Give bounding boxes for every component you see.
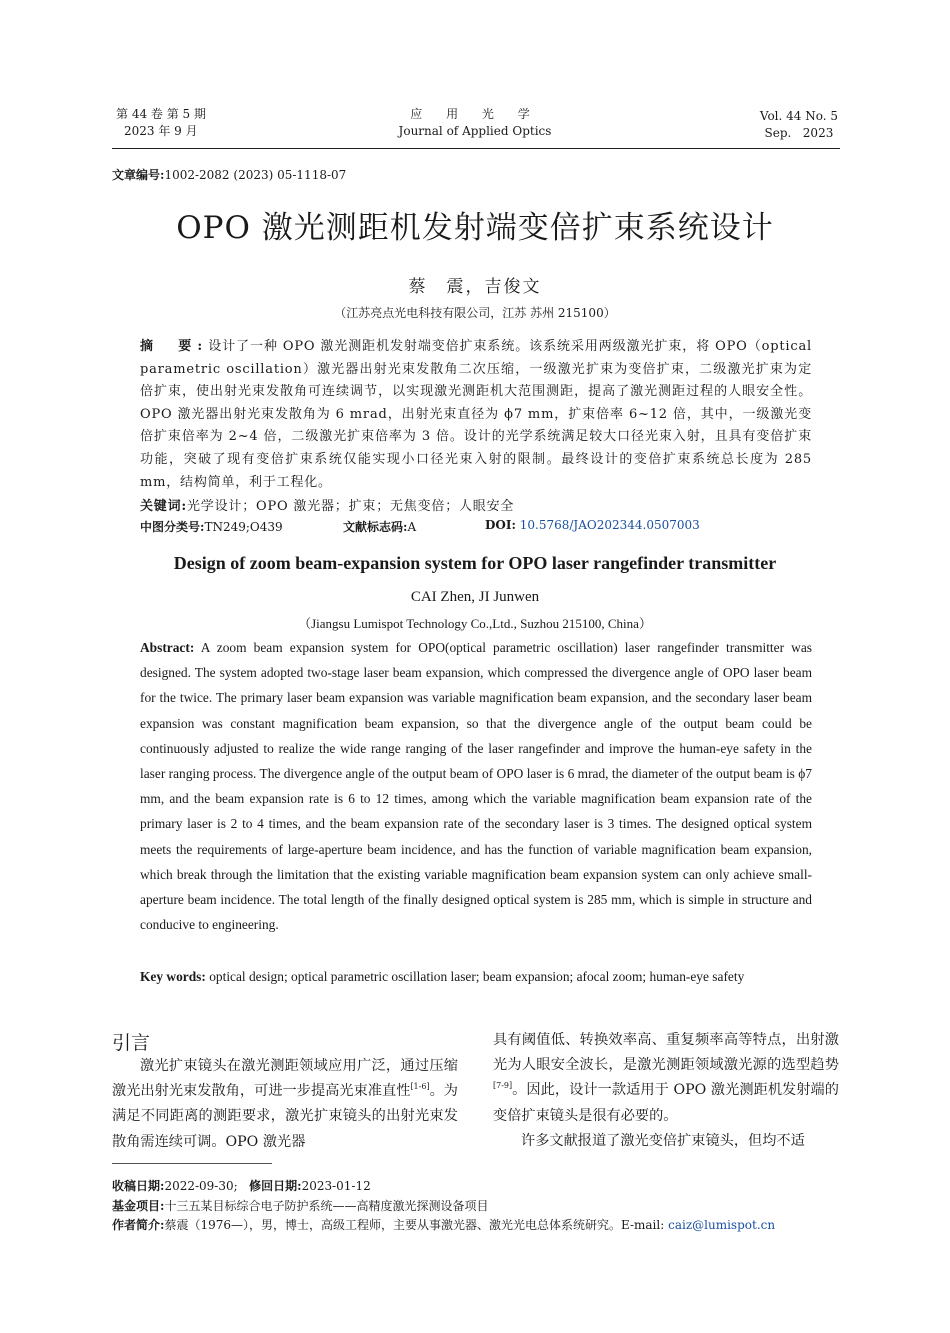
header-divider: [112, 148, 840, 149]
footnote-fund: [112, 1198, 488, 1214]
header-volume-en: [760, 108, 838, 142]
clc-label: 中图分类号:: [140, 520, 205, 534]
body-column-right: [493, 1028, 839, 1154]
article-number: [112, 166, 346, 183]
citation-ref[interactable]: [7-9]: [493, 1081, 513, 1091]
keywords-cn-text: 光学设计；OPO 激光器；扩束；无焦变倍；人眼安全: [187, 499, 515, 514]
header-journal-en: Journal of Applied Optics: [398, 124, 552, 138]
abstract-en-text: A zoom beam expansion system for OPO(optical parametric oscillation) laser rangefinder transmitter was designed. The system adopted two-stage laser beam expansion, which compressed the divergence angle of OPO laser beam for the twice. The primary laser beam expansion was variable magnification beam expansion, and the secondary laser beam expansion was constant magnification beam expansion, so that the divergence angle of the output beam could be continuously adjusted to realize the wide range ranging of the laser rangefinder and improve the human-eye safety in the laser ranging process. The divergence angle of the output beam of OPO laser is 6 mrad, the diameter of the output beam is ϕ7 mm, and the beam expansion rate is 6 to 12 times, among which the variable magnification beam expansion rate of the primary laser is 2 to 4 times, and the beam expansion rate of the secondary laser is 3 times. The designed optical system meets the requirements of large-aperture beam incidence, and has the function of variable magnification beam expansion, which break through the limitation that the existing variable magnification beam expansion system can only achieve small-aperture beam incidence. The total length of the finally designed optical system is 285 mm, which is simple in structure and conducive to engineering.: [140, 640, 812, 933]
intro-p1-cont-text-a: 具有阈值低、转换效率高、重复频率高等特点，出射激光为人眼安全波长，是激光测距领域激光源的选型趋势: [493, 1032, 839, 1074]
received-date: 2022-09-30;: [164, 1179, 238, 1193]
header-date: 2023 年 9 月: [124, 124, 198, 138]
footnote-dates: [112, 1178, 371, 1194]
intro-paragraph-1-cont: [493, 1028, 839, 1129]
keywords-en-text: optical design; optical parametric oscillation laser; beam expansion; afocal zoom; human-eye safety: [209, 969, 745, 984]
keywords-en-label: Key words:: [140, 969, 206, 984]
doi-link[interactable]: 10.5768/JAO202344.0507003: [519, 518, 700, 532]
article-number-value: 1002-2082 (2023) 05-1118-07: [164, 168, 347, 182]
fund-value: 十三五某目标综合电子防护系统——高精度激光探测设备项目: [164, 1199, 489, 1213]
header-journal-cn: 应 用 光 学: [410, 107, 540, 121]
header-volume-en-line1: Vol. 44 No. 5: [759, 109, 838, 123]
abstract-cn-text: 设计了一种 OPO 激光测距机发射端变倍扩束系统。该系统采用两级激光扩束，将 OPO（optical parametric oscillation）激光器出射光束发散角二次压缩，一级激光扩束为变倍扩束，二级激光扩束为定倍扩束，使出射光束发散角可连续调节，以实现激光测距机大范围测距，提高了激光测距过程的人眼安全性。OPO 激光器出射光束发散角为 6 mrad，出射光束直径为 ϕ7 mm，扩束倍率 6~12 倍，其中，一级激光变倍扩束倍率为 2~4 倍，二级激光扩束倍率为 3 倍。设计的光学系统满足较大口径光束入射，且具有变倍扩束功能，突破了现有变倍扩束系统仅能实现小口径光束入射的限制。最终设计的变倍扩束系统总长度为 285 mm，结构简单，利于工程化。: [140, 339, 812, 490]
doi: [485, 518, 700, 532]
title-en: Design of zoom beam-expansion system for OPO laser rangefinder transmitter: [173, 553, 777, 573]
intro-paragraph-2: 许多文献报道了激光变倍扩束镜头，但均不适: [521, 1132, 805, 1149]
footnote-divider: [112, 1163, 272, 1164]
section-heading-introduction: 引言: [112, 1032, 151, 1054]
header-volume-en-line2: Sep. 2023: [764, 126, 834, 140]
header-volume: 第 44 卷 第 5 期: [116, 107, 206, 121]
clc-code: [140, 518, 283, 535]
intro-paragraph-1: [112, 1054, 458, 1155]
clc-value: TN249;O439: [204, 520, 283, 534]
author-email-link[interactable]: caiz@lumispot.cn: [668, 1218, 776, 1232]
affiliation-en: （Jiangsu Lumispot Technology Co.,Ltd., Suzhou 215100, China）: [298, 616, 652, 631]
document-code-value: A: [407, 520, 417, 534]
keywords-cn-label: 关键词:: [140, 499, 187, 514]
bio-label: 作者简介:: [112, 1218, 165, 1232]
keywords-en: [140, 964, 812, 990]
document-code: [343, 518, 416, 535]
intro-p1-text-a: 激光扩束镜头在激光测距领域应用广泛，通过压缩激光出射光束发散角，可进一步提高光束准直性: [112, 1058, 458, 1100]
fund-label: 基金项目:: [112, 1199, 165, 1213]
doi-label: DOI:: [485, 518, 516, 532]
revised-label: 修回日期:: [249, 1179, 302, 1193]
intro-p1-text-b: 。为满足不同距离的测距要求，激光扩束镜头的出射光束发散角需连续可调。OPO 激光器: [112, 1083, 458, 1150]
bio-value: 蔡震（1976—），男，博士，高级工程师，主要从事激光器、激光光电总体系统研究。E-mail:: [164, 1218, 665, 1232]
intro-p1-cont-text-b: 。因此，设计一款适用于 OPO 激光测距机发射端的变倍扩束镜头是很有必要的。: [493, 1082, 839, 1124]
authors-en: CAI Zhen, JI Junwen: [410, 589, 540, 605]
abstract-cn: [140, 336, 812, 494]
citation-ref[interactable]: [1-6]: [410, 1082, 430, 1092]
authors-cn: 蔡 震，吉俊文: [408, 277, 542, 297]
abstract-en-label: Abstract:: [140, 640, 195, 655]
affiliation-cn: （江苏亮点光电科技有限公司，江苏 苏州 215100）: [334, 306, 616, 320]
footnote-author-bio: [112, 1217, 775, 1233]
received-label: 收稿日期:: [112, 1179, 165, 1193]
abstract-en: [140, 635, 812, 937]
revised-date: 2023-01-12: [301, 1179, 371, 1193]
article-number-label: 文章编号:: [112, 168, 165, 182]
abstract-cn-label: 摘 要:: [140, 339, 209, 354]
document-code-label: 文献标志码:: [343, 520, 408, 534]
body-column-left: [112, 1054, 458, 1155]
page-title: OPO 激光测距机发射端变倍扩束系统设计: [176, 210, 774, 246]
keywords-cn: [140, 495, 514, 514]
